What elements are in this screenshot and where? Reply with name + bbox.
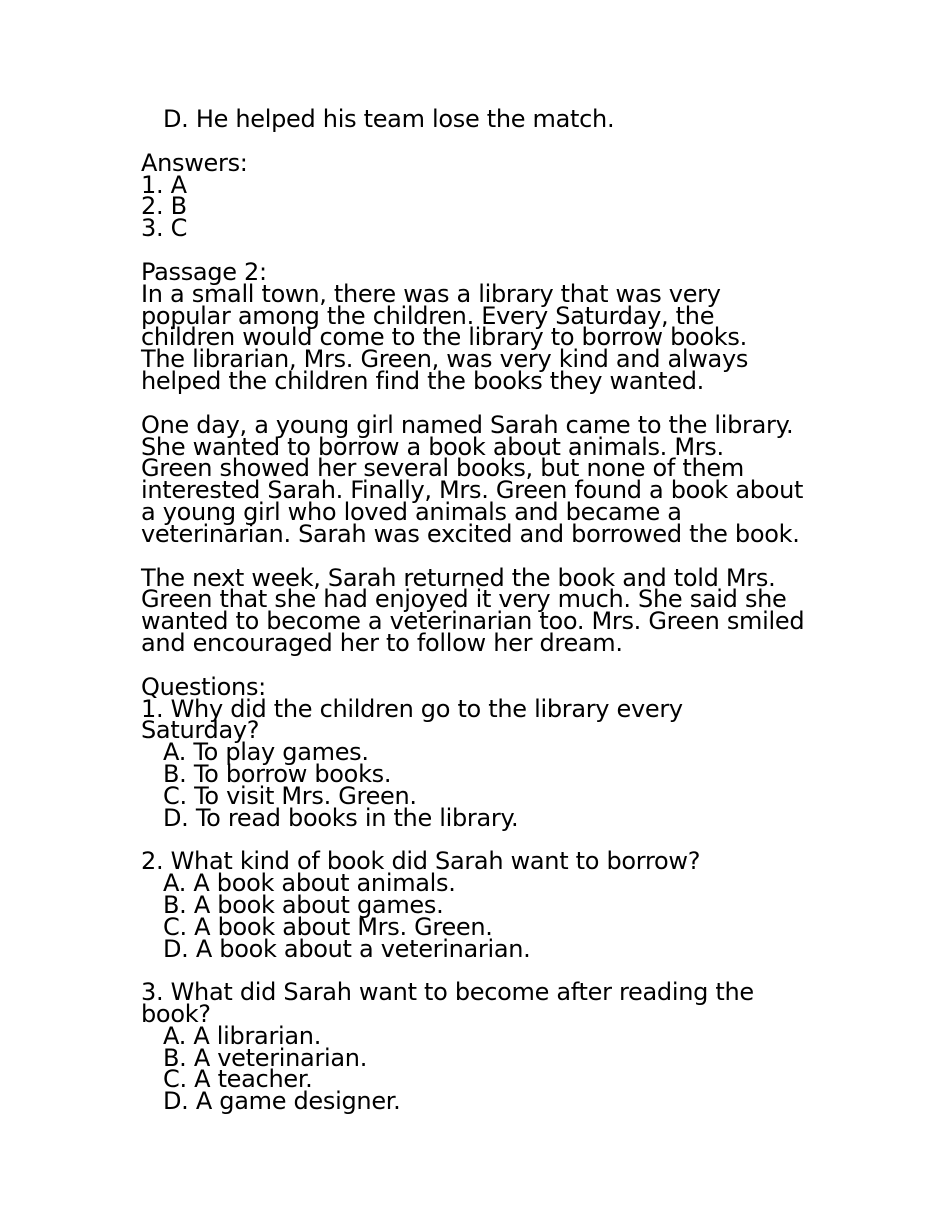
question-3 xyxy=(141,978,831,1116)
answer-option: D. A game designer. xyxy=(163,1087,401,1116)
question-2 xyxy=(141,847,831,963)
question-stem: 2. What kind of book did Sarah want to borrow? xyxy=(141,847,701,876)
question-stem: book? xyxy=(141,1000,211,1029)
passage-line: She wanted to borrow a book about animals. Mrs. xyxy=(141,432,724,461)
passage-line: Green that she had enjoyed it very much. She said she xyxy=(141,585,787,614)
previous-question-option-d: D. He helped his team lose the match. xyxy=(163,105,615,133)
answer-item: 1. A xyxy=(141,170,187,199)
passage-line: and encouraged her to follow her dream. xyxy=(141,628,623,657)
passage-line: The librarian, Mrs. Green, was very kind and always xyxy=(141,345,749,374)
passage-heading: Passage 2: xyxy=(141,257,267,286)
answer-option: A. To play games. xyxy=(163,738,369,767)
answer-option: D. To read books in the library. xyxy=(163,803,519,832)
passage-line: popular among the children. Every Saturday, the xyxy=(141,301,715,330)
question-stem: Saturday? xyxy=(141,716,260,745)
answer-option: A. A book about animals. xyxy=(163,869,456,898)
passage-line: a young girl who loved animals and became a xyxy=(141,497,682,526)
passage-paragraph-3 xyxy=(141,563,831,657)
passage-line: The next week, Sarah returned the book and told Mrs. xyxy=(141,563,776,592)
answer-option: B. A book about games. xyxy=(163,890,444,919)
answer-option: A. A librarian. xyxy=(163,1021,322,1050)
question-1 xyxy=(141,694,831,832)
answer-option: C. A teacher. xyxy=(163,1065,313,1094)
passage-line: Green showed her several books, but none of them xyxy=(141,454,744,483)
answer-option: B. To borrow books. xyxy=(163,759,392,788)
passage-paragraph-1 xyxy=(141,279,831,395)
passage-paragraph-2 xyxy=(141,410,831,548)
document-page xyxy=(141,105,831,1116)
passage-line: veterinarian. Sarah was excited and borrowed the book. xyxy=(141,519,800,548)
passage-line: helped the children find the books they wanted. xyxy=(141,366,704,395)
question-stem: 3. What did Sarah want to become after reading the xyxy=(141,978,754,1007)
passage-line: children would come to the library to borrow books. xyxy=(141,323,747,352)
answer-option: B. A veterinarian. xyxy=(163,1043,368,1072)
passage-line: One day, a young girl named Sarah came to the library. xyxy=(141,410,794,439)
answers-heading: Answers: xyxy=(141,148,248,177)
answer-item: 3. C xyxy=(141,214,188,243)
answer-item: 2. B xyxy=(141,192,187,221)
answer-option: C. A book about Mrs. Green. xyxy=(163,912,493,941)
passage-line: interested Sarah. Finally, Mrs. Green found a book about xyxy=(141,476,804,505)
questions-heading: Questions: xyxy=(141,672,266,701)
passage-line: In a small town, there was a library that was very xyxy=(141,279,721,308)
question-stem: 1. Why did the children go to the library every xyxy=(141,694,683,723)
answer-option: D. A book about a veterinarian. xyxy=(163,934,531,963)
passage-line: wanted to become a veterinarian too. Mrs. Green smiled xyxy=(141,607,805,636)
answer-option: C. To visit Mrs. Green. xyxy=(163,781,417,810)
